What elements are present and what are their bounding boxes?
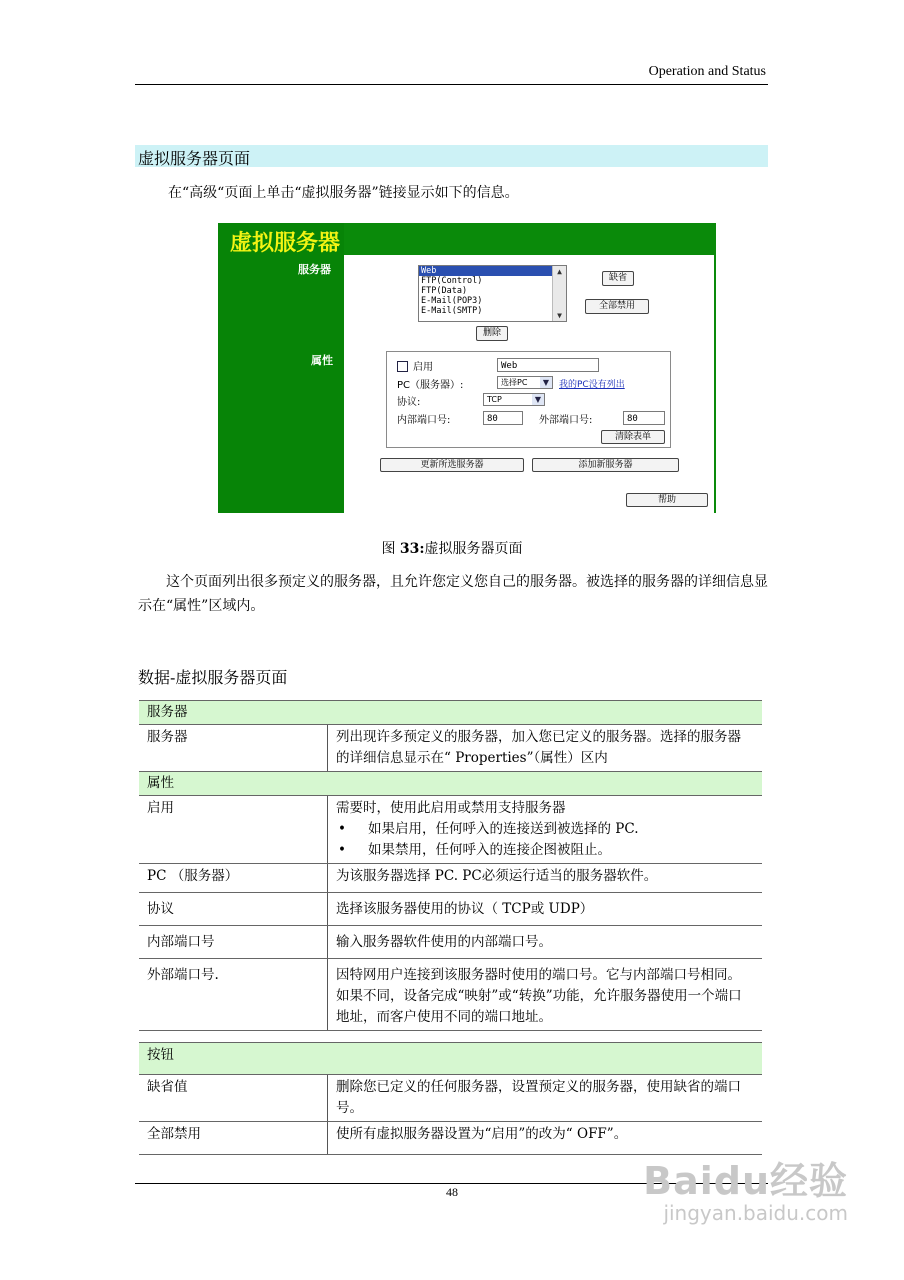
row-value: 为该服务器选择 PC. PC必须运行适当的服务器软件。 xyxy=(328,864,763,893)
watermark xyxy=(643,1150,848,1225)
enable-checkbox[interactable] xyxy=(397,361,408,372)
scroll-up-icon[interactable]: ▲ xyxy=(557,267,562,276)
default-button[interactable]: 缺省 xyxy=(602,271,634,286)
row-value-enable xyxy=(328,796,763,864)
table-row xyxy=(139,1075,762,1122)
bullet-item: • 如果禁用，任何呼入的连接企图被阻止。 xyxy=(336,840,754,861)
server-list-item[interactable]: E-Mail(SMTP) xyxy=(421,306,483,316)
server-list-item[interactable]: E-Mail(POP3) xyxy=(421,296,483,306)
table-header-buttons: 按钮 xyxy=(139,1043,762,1075)
pc-select-value: 选择PC xyxy=(501,378,528,387)
row-value: 使所有虚拟服务器设置为“启用”的改为“ OFF”。 xyxy=(328,1122,763,1155)
virtual-server-screenshot xyxy=(218,223,716,513)
protocol-select[interactable] xyxy=(483,393,545,406)
section-title: 虚拟服务器页面 xyxy=(138,149,251,168)
pc-label: PC（服务器）: xyxy=(397,380,464,391)
table-header-properties: 属性 xyxy=(139,772,762,796)
row-value: 输入服务器软件使用的内部端口号。 xyxy=(328,926,763,959)
protocol-select-value: TCP xyxy=(487,395,502,404)
header-rule xyxy=(135,84,768,85)
row-key: 启用 xyxy=(139,796,328,864)
row-value: 列出现许多预定义的服务器，加入您已定义的服务器。选择的服务器的详细信息显示在“ Properties”（属性）区内 xyxy=(328,725,763,772)
server-list-item[interactable]: FTP(Data) xyxy=(421,286,468,296)
table-row xyxy=(139,725,762,772)
watermark-logo: Baidu经验 xyxy=(643,1159,848,1203)
caption-prefix: 图 xyxy=(381,541,400,557)
description-paragraph: 这个页面列出很多预定义的服务器，且允许您定义您自己的服务器。被选择的服务器的详细信息显示在“属性”区域内。 xyxy=(138,574,768,614)
row-value: 删除您已定义的任何服务器，设置预定义的服务器，使用缺省的端口号。 xyxy=(328,1075,763,1122)
row-key: 服务器 xyxy=(139,725,328,772)
properties-label: 属性 xyxy=(311,354,333,367)
row-value: 因特网用户连接到该服务器时使用的端口号。它与内部端口号相同。如果不同，设备完成“映射”或“转换”功能，允许服务器使用一个端口地址，而客户使用不同的端口地址。 xyxy=(328,959,763,1031)
protocol-label: 协议: xyxy=(397,397,421,408)
server-name-input[interactable]: Web xyxy=(497,358,599,372)
server-listbox[interactable] xyxy=(418,265,567,322)
row-key: 协议 xyxy=(139,893,328,926)
row-value: 需要时，使用此启用或禁用支持服务器 xyxy=(336,800,566,816)
row-key: 缺省值 xyxy=(139,1075,328,1122)
disable-all-button[interactable]: 全部禁用 xyxy=(585,299,649,314)
page-number: 48 xyxy=(446,1185,458,1199)
chevron-down-icon: ▼ xyxy=(532,394,544,405)
running-header: Operation and Status xyxy=(648,64,766,79)
table-header-servers: 服务器 xyxy=(139,701,762,725)
scroll-down-icon[interactable]: ▼ xyxy=(557,311,562,320)
bullet-item: • 如果启用，任何呼入的连接送到被选择的 PC. xyxy=(336,819,754,840)
row-value: 选择该服务器使用的协议（ TCP或 UDP） xyxy=(328,893,763,926)
row-key: 外部端口号. xyxy=(139,959,328,1031)
listbox-scrollbar[interactable] xyxy=(552,266,566,321)
buttons-table xyxy=(139,1042,762,1155)
row-key: 全部禁用 xyxy=(139,1122,328,1155)
table-row xyxy=(139,796,762,864)
external-port-label: 外部端口号: xyxy=(539,415,593,426)
update-server-button[interactable]: 更新所选服务器 xyxy=(380,458,524,472)
table-row xyxy=(139,926,762,959)
help-button[interactable]: 帮助 xyxy=(626,493,708,507)
pc-select[interactable] xyxy=(497,376,553,389)
screenshot-title: 虚拟服务器 xyxy=(230,231,341,256)
server-list-item[interactable]: Web xyxy=(419,266,566,276)
enable-label: 启用 xyxy=(413,362,433,373)
row-key: 内部端口号 xyxy=(139,926,328,959)
table-row xyxy=(139,893,762,926)
external-port-input[interactable]: 80 xyxy=(623,411,665,425)
intro-paragraph: 在“高级“页面上单击“虚拟服务器”链接显示如下的信息。 xyxy=(168,185,519,201)
table-row xyxy=(139,959,762,1031)
pc-not-listed-link[interactable]: 我的PC没有列出 xyxy=(559,380,625,390)
caption-number: 33: xyxy=(399,541,425,557)
properties-table xyxy=(139,700,762,1031)
server-list-item[interactable]: FTP(Control) xyxy=(421,276,483,286)
servers-label: 服务器 xyxy=(298,263,331,276)
watermark-url: jingyan.baidu.com xyxy=(663,1201,848,1225)
delete-button[interactable]: 删除 xyxy=(476,326,508,341)
clear-form-button[interactable]: 清除表单 xyxy=(601,430,665,444)
table-row xyxy=(139,864,762,893)
internal-port-input[interactable]: 80 xyxy=(483,411,523,425)
add-server-button[interactable]: 添加新服务器 xyxy=(532,458,679,472)
row-key: PC （服务器） xyxy=(139,864,328,893)
properties-group xyxy=(386,351,671,448)
figure-caption xyxy=(0,538,904,558)
internal-port-label: 内部端口号: xyxy=(397,415,451,426)
data-section-title: 数据-虚拟服务器页面 xyxy=(138,668,288,687)
chevron-down-icon: ▼ xyxy=(540,377,552,388)
caption-text: 虚拟服务器页面 xyxy=(424,541,523,557)
